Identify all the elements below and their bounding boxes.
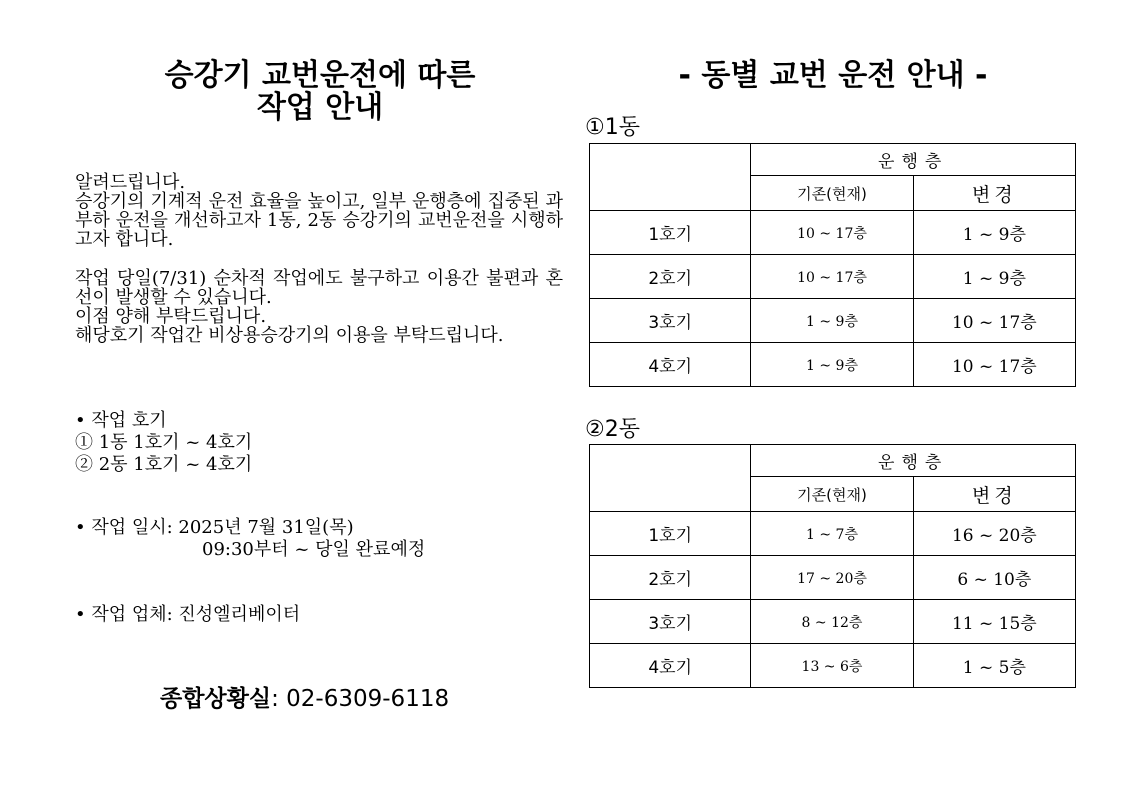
target-cars [75, 410, 252, 476]
greeting: 알려드립니다. [75, 172, 186, 193]
inconvenience-paragraph: 작업 당일(7/31) 순차적 작업에도 불구하고 이용간 불편과 혼선이 발생할 수 있습니다. [75, 268, 563, 308]
work-company: • 작업 업체: 진성엘리베이터 [75, 604, 301, 625]
after-cell: 16 ~ 20층 [913, 512, 1075, 556]
before-cell: 8 ~ 12층 [751, 600, 913, 644]
schedule-title: - 동별 교번 운전 안내 - [678, 58, 988, 93]
car-cell: 2호기 [590, 255, 751, 299]
building-1-table [589, 143, 1076, 387]
header-after: 변경 [913, 176, 1075, 211]
header-after: 변경 [913, 477, 1075, 512]
after-cell: 1 ~ 5층 [913, 644, 1075, 688]
car-cell: 3호기 [590, 299, 751, 343]
purpose-paragraph: 승강기의 기계적 운전 효율을 높이고, 일부 운행층에 집중된 과부하 운전을 개선하고자 1동, 2동 승강기의 교번운전을 시행하고자 합니다. [75, 191, 563, 250]
before-cell: 10 ~ 17층 [751, 211, 913, 255]
header-blank [590, 445, 751, 512]
header-floors: 운행층 [751, 144, 1076, 176]
table-row [590, 512, 1076, 556]
header-floors: 운행층 [751, 445, 1076, 477]
hotline-number: 02-6309-6118 [286, 686, 450, 712]
building-2-table [589, 444, 1076, 688]
after-cell: 10 ~ 17층 [913, 299, 1075, 343]
car-cell: 4호기 [590, 644, 751, 688]
notice-title-line1: 승강기 교번운전에 따른 [164, 58, 476, 93]
work-schedule [75, 517, 425, 561]
table-row [590, 644, 1076, 688]
car-cell: 2호기 [590, 556, 751, 600]
schedule-date: • 작업 일시: 2025년 7월 31일(목) [75, 517, 354, 538]
header-before: 기존(현재) [751, 176, 913, 211]
before-cell: 1 ~ 7층 [751, 512, 913, 556]
target-building-1: ① 1동 1호기 ~ 4호기 [75, 432, 253, 453]
car-cell: 1호기 [590, 211, 751, 255]
notice-title-line2: 작업 안내 [256, 90, 384, 125]
table-row [590, 556, 1076, 600]
notice-body [75, 173, 563, 345]
before-cell: 13 ~ 6층 [751, 644, 913, 688]
after-cell: 10 ~ 17층 [913, 343, 1075, 387]
after-cell: 11 ~ 15층 [913, 600, 1075, 644]
notice-title [60, 60, 580, 124]
table-row [590, 255, 1076, 299]
hotline-label: 종합상황실 [160, 686, 272, 712]
after-cell: 6 ~ 10층 [913, 556, 1075, 600]
target-building-2: ② 2동 1호기 ~ 4호기 [75, 454, 253, 475]
apology-line: 이점 양해 부탁드립니다. [75, 306, 267, 327]
after-cell: 1 ~ 9층 [913, 211, 1075, 255]
building-2-title: ②2동 [585, 417, 640, 442]
building-1-title: ①1동 [585, 115, 640, 140]
header-before: 기존(현재) [751, 477, 913, 512]
car-cell: 4호기 [590, 343, 751, 387]
hotline-separator: : [271, 686, 279, 712]
before-cell: 1 ~ 9층 [751, 343, 913, 387]
car-cell: 1호기 [590, 512, 751, 556]
emergency-elevator-paragraph: 해당호기 작업간 비상용승강기의 이용을 부탁드립니다. [75, 325, 504, 346]
schedule-time: 09:30부터 ~ 당일 완료예정 [202, 539, 426, 560]
target-label: • 작업 호기 [75, 410, 167, 431]
after-cell: 1 ~ 9층 [913, 255, 1075, 299]
before-cell: 1 ~ 9층 [751, 299, 913, 343]
before-cell: 10 ~ 17층 [751, 255, 913, 299]
table-row [590, 299, 1076, 343]
header-blank [590, 144, 751, 211]
table-row [590, 211, 1076, 255]
car-cell: 3호기 [590, 600, 751, 644]
before-cell: 17 ~ 20층 [751, 556, 913, 600]
table-row [590, 343, 1076, 387]
table-row [590, 600, 1076, 644]
hotline [160, 680, 449, 713]
